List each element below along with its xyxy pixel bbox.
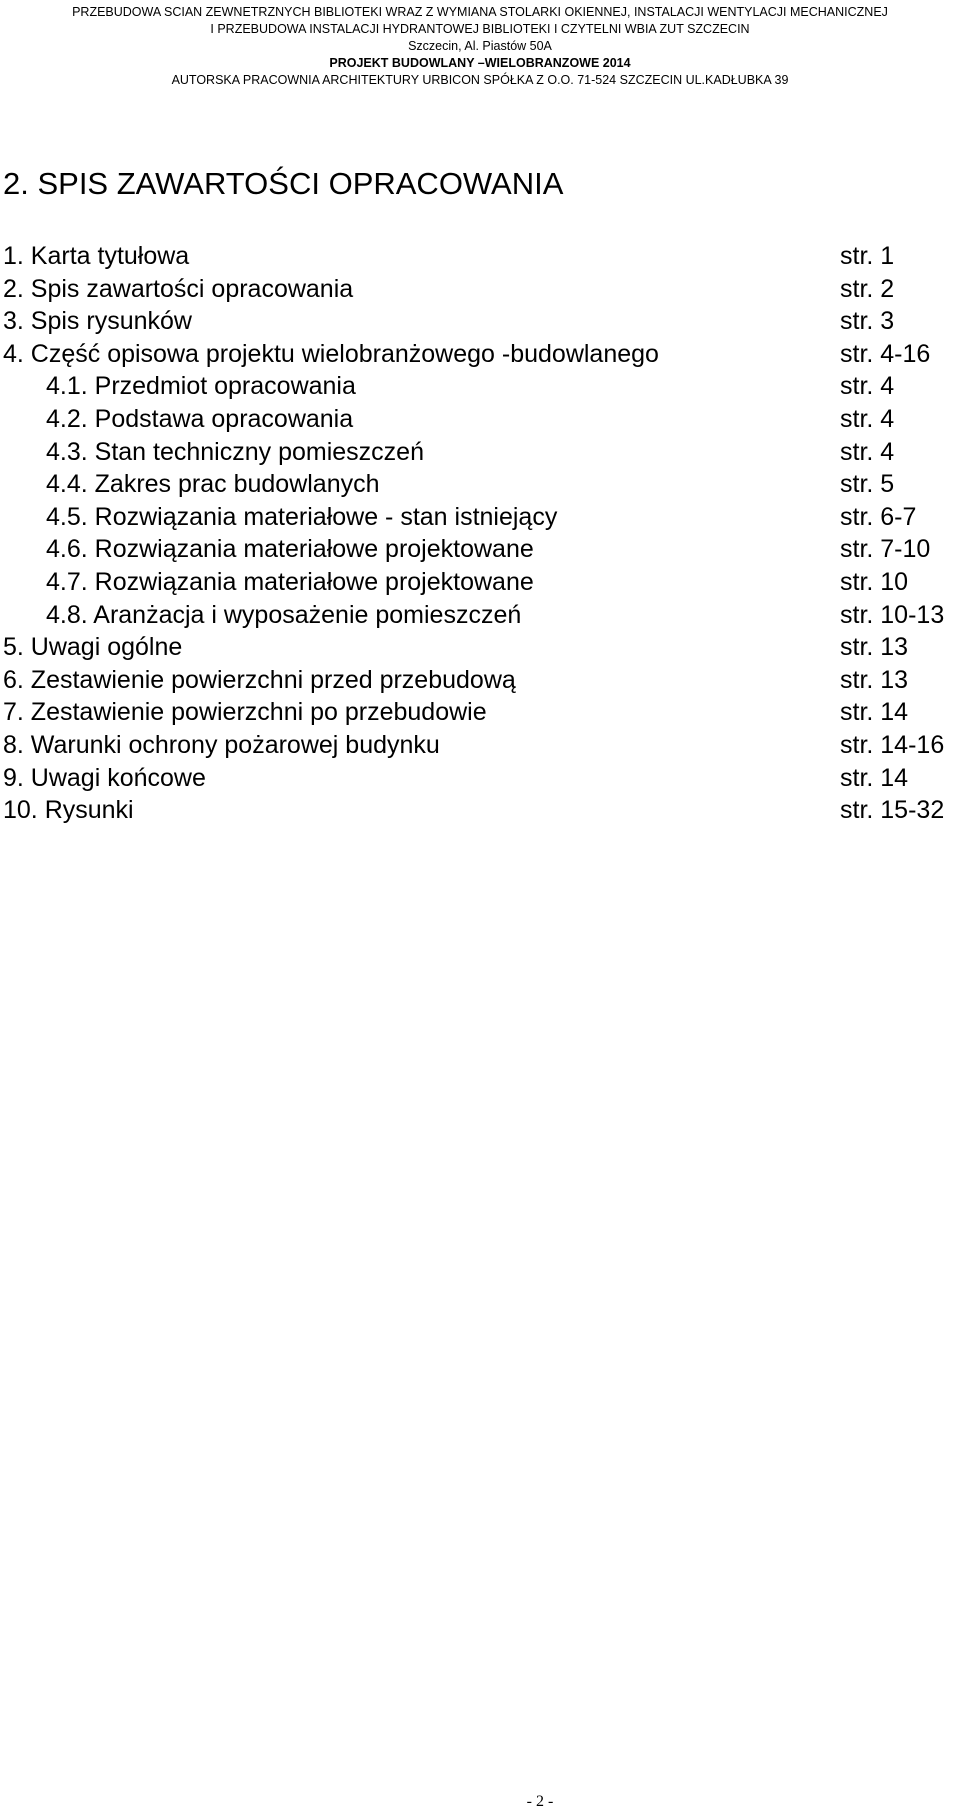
toc-entry-page: str. 7-10: [840, 535, 931, 564]
toc-entry-label: 4.6. Rozwiązania materiałowe projektowane: [46, 535, 534, 564]
toc-entry-page: str. 2: [840, 274, 895, 303]
toc-entry-page: str. 14: [840, 698, 909, 727]
toc-entry-label: 9. Uwagi końcowe: [3, 763, 206, 792]
toc-entry: [0, 501, 960, 534]
toc-entry: [0, 599, 960, 632]
toc-entry-label: 4.2. Podstawa opracowania: [46, 404, 354, 433]
toc-entry: [0, 338, 960, 371]
header-line-scope: I PRZEBUDOWA INSTALACJI HYDRANTOWEJ BIBLIOTEKI I CZYTELNI WBIA ZUT SZCZECIN: [210, 22, 750, 36]
toc-entry-label: 2. Spis zawartości opracowania: [3, 274, 354, 303]
toc-entry-page: str. 13: [840, 633, 909, 662]
toc-entry: [0, 273, 960, 306]
page-title: 2. SPIS ZAWARTOŚCI OPRACOWANIA: [3, 166, 564, 201]
toc-entry-page: str. 14: [840, 763, 909, 792]
toc-entry-page: str. 4: [840, 437, 895, 466]
toc-entry: [0, 468, 960, 501]
header-line-project: PRZEBUDOWA SCIAN ZEWNETRZNYCH BIBLIOTEKI WRAZ Z WYMIANA STOLARKI OKIENNEJ, INSTALACJI WENTYLACJI MECHANICZNEJ: [72, 5, 888, 19]
toc-entry-page: str. 4: [840, 404, 895, 433]
header-line-address: Szczecin, Al. Piastów 50A: [408, 39, 552, 53]
toc-entry-label: 5. Uwagi ogólne: [3, 633, 183, 662]
toc-entry-page: str. 13: [840, 665, 909, 694]
toc-entry-label: 4.5. Rozwiązania materiałowe - stan istniejący: [46, 502, 558, 531]
toc-entry-label: 8. Warunki ochrony pożarowej budynku: [3, 730, 440, 759]
toc-entry-page: str. 4: [840, 372, 895, 401]
toc-entry: [0, 240, 960, 273]
header-line-author: AUTORSKA PRACOWNIA ARCHITEKTURY URBICON SPÓŁKA Z O.O. 71-524 SZCZECIN UL.KADŁUBKA 39: [171, 73, 789, 87]
toc-entry: [0, 370, 960, 403]
toc-entry: [0, 762, 960, 795]
toc-entry-page: str. 5: [840, 470, 895, 499]
page-number: - 2 -: [526, 1793, 554, 1810]
toc-entry-label: 6. Zestawienie powierzchni przed przebudową: [3, 665, 516, 694]
toc-entry-label: 4.4. Zakres prac budowlanych: [46, 470, 380, 499]
document-header: [0, 4, 960, 89]
table-of-contents: [0, 240, 960, 827]
toc-entry-page: str. 10-13: [840, 600, 945, 629]
toc-entry-label: 10. Rysunki: [3, 796, 134, 825]
toc-entry-page: str. 10: [840, 567, 909, 596]
toc-entry-label: 4.7. Rozwiązania materiałowe projektowane: [46, 567, 534, 596]
toc-entry: [0, 794, 960, 827]
toc-entry-page: str. 14-16: [840, 730, 945, 759]
toc-entry-label: 4.1. Przedmiot opracowania: [46, 372, 356, 401]
toc-entry: [0, 729, 960, 762]
toc-entry-label: 4. Część opisowa projektu wielobranżowego -budowlanego: [3, 339, 659, 368]
toc-entry-label: 4.8. Aranżacja i wyposażenie pomieszczeń: [46, 600, 522, 629]
toc-entry-page: str. 6-7: [840, 502, 917, 531]
toc-entry-page: str. 4-16: [840, 339, 931, 368]
toc-entry: [0, 664, 960, 697]
toc-entry-label: 4.3. Stan techniczny pomieszczeń: [46, 437, 424, 466]
toc-entry: [0, 696, 960, 729]
toc-entry: [0, 436, 960, 469]
header-line-project-type: PROJEKT BUDOWLANY –WIELOBRANZOWE 2014: [329, 56, 631, 70]
toc-entry-page: str. 3: [840, 307, 895, 336]
toc-entry-label: 3. Spis rysunków: [3, 307, 192, 336]
toc-entry: [0, 533, 960, 566]
toc-entry-label: 7. Zestawienie powierzchni po przebudowie: [3, 698, 487, 727]
toc-entry-page: str. 15-32: [840, 796, 945, 825]
toc-entry: [0, 566, 960, 599]
toc-entry-label: 1. Karta tytułowa: [3, 242, 190, 270]
toc-entry: [0, 305, 960, 338]
toc-entry-page: str. 1: [840, 242, 895, 270]
toc-entry: [0, 403, 960, 436]
toc-entry: [0, 631, 960, 664]
